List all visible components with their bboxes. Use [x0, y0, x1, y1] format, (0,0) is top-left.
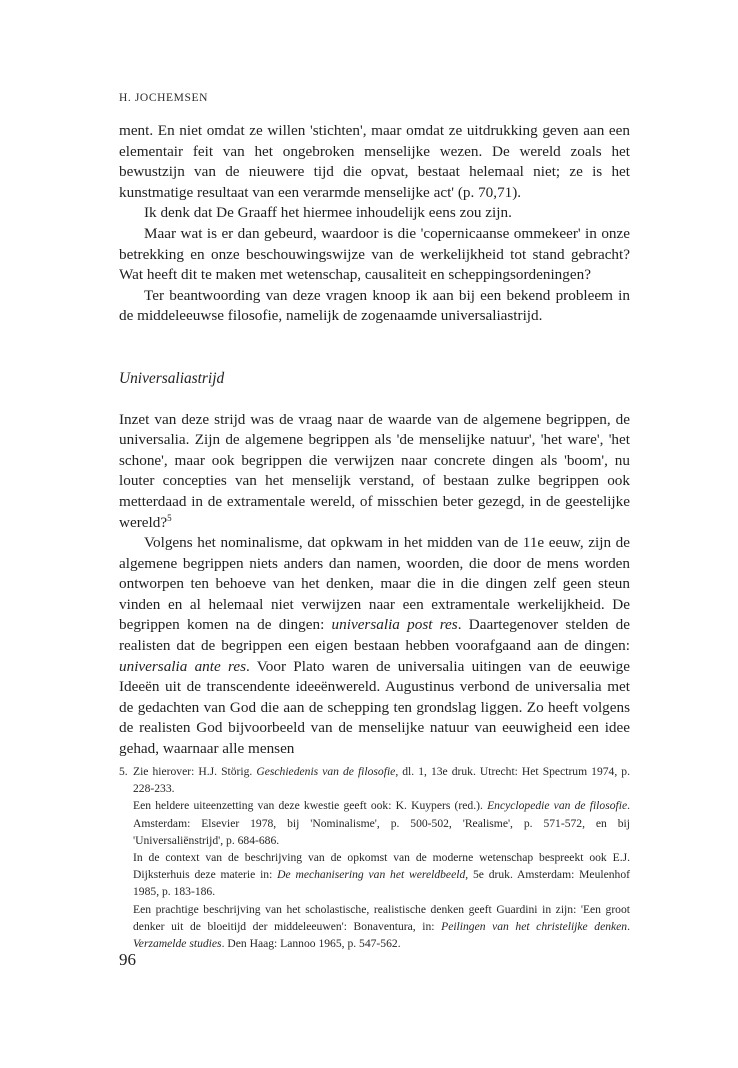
citation-title: Verzamelde studies	[133, 937, 222, 951]
paragraph-intro	[119, 410, 630, 534]
footnote-ref: 5	[167, 512, 172, 523]
citation-text: Een prachtige beschrijving van het scholastische, realistische denken geeft Guardini in zijn: 'Een groot denker uit de bloeitijd der middeleeuwen': Bonaventura, in:	[133, 902, 630, 933]
citation-text: , dl. 1, 13e druk. Utrecht: Het Spectrum 1974, p. 228-233.	[133, 765, 630, 796]
main-text	[119, 121, 630, 760]
text-span: Volgens het nominalisme, dat opkwam in het midden van de 11e eeuw, zijn de algemene begrippen niets anders dan namen, woorden, die door de mens worden ontworpen ten behoeve van het denken, maar die in die dingen zelf geen steun vinden en al helemaal niet verwijzen naar een extramentale werkelijkheid. De begrippen komen na de dingen:	[119, 534, 630, 634]
citation-text: . Den Haag: Lannoo 1965, p. 547-562.	[221, 937, 401, 951]
latin-term: universalia ante res	[119, 657, 246, 675]
citation-text: .	[627, 919, 631, 933]
paragraph: Ik denk dat De Graaff het hiermee inhoudelijk eens zou zijn.	[144, 204, 512, 222]
citation-title: De mechanisering van het wereldbeeld	[277, 868, 466, 882]
section-heading: Universaliastrijd	[119, 369, 225, 387]
paragraph: Maar wat is er dan gebeurd, waardoor is die 'copernicaanse ommekeer' in onze betrekking en onze beschouwingswijze van de werkelijkheid tot stand gebracht? Wat heeft dit te maken met wetenschap, causaliteit en scheppingsordeningen?	[119, 224, 630, 284]
footnotes	[119, 763, 630, 952]
citation-text: Zie hierover: H.J. Störig.	[133, 765, 257, 778]
paragraph-text: Inzet van deze strijd was de vraag naar de waarde van de algemene begrippen, de universalia. Zijn de algemene begrippen als 'de menselijke natuur', 'het ware', 'het schone', maar ook begrippen die verwijzen naar concrete dingen als 'boom', nu louter concepties van het menselijk verstand, of bestaan zulke begrippen ook metterdaad in de extramentale wereld, of misschien beter gezegd, in de geestelijke wereld?	[119, 410, 630, 531]
citation-text: , 5e druk. Amsterdam: Meulenhof 1985, p. 183-186.	[133, 868, 630, 899]
citation	[133, 849, 630, 901]
citation-text: . Amsterdam: Elsevier 1978, bij 'Nominalisme', p. 500-502, 'Realisme', p. 571-572, en bij 'Universaliënstrijd', p. 684-686.	[133, 799, 630, 847]
paragraph-nominalism	[119, 533, 630, 760]
citation-title: Peilingen van het christelijke denken	[441, 919, 628, 933]
paragraph-continuation: ment. En niet omdat ze willen 'stichten', maar omdat ze uitdrukking geven aan een elementair feit van het ongebroken menselijke wezen. De wereld zoals het bewustzijn van de nieuwere tijd die opvat, bestaat helemaal niet; ze is het kunstmatige resultaat van een verarmde menselijke act' (p. 70,71).	[119, 122, 630, 201]
citation	[133, 797, 630, 849]
text-span: . Voor Plato waren de universalia uitingen van de eeuwige Ideeën uit de transcendente ideeënwereld. Augustinus verbond de universalia met de gedachten van God die aan de schepping ten grondslag liggen. Zo heeft volgens de realisten God bijvoorbeeld van de menselijke natuur van eeuwigheid een idee gehad, waarnaar alle mensen	[119, 657, 630, 758]
footnote-body	[133, 763, 630, 952]
footnote	[119, 763, 630, 952]
citation-title: Geschiedenis van de filosofie	[256, 765, 396, 778]
citation	[133, 901, 630, 953]
citation-text: Een heldere uiteenzetting van deze kwestie geeft ook: K. Kuypers (red.).	[133, 799, 488, 813]
text-span: . Daartegenover stelden de realisten dat de begrippen een eigen bestaan hebben voorafgaand aan de dingen:	[119, 616, 630, 655]
latin-term: universalia post res	[331, 616, 458, 634]
citation-text: In de context van de beschrijving van de opkomst van de moderne wetenschap bespreekt ook E.J. Dijksterhuis deze materie in:	[133, 851, 630, 882]
paragraph: Ter beantwoording van deze vragen knoop ik aan bij een bekend probleem in de middeleeuwse filosofie, namelijk de zogenaamde universaliastrijd.	[119, 286, 630, 325]
citation	[133, 763, 630, 797]
citation-title: Encyclopedie van de filosofie	[487, 799, 628, 813]
footnote-number: 5.	[119, 765, 128, 778]
page-number: 96	[119, 950, 136, 969]
running-head: H. JOCHEMSEN	[119, 92, 208, 104]
